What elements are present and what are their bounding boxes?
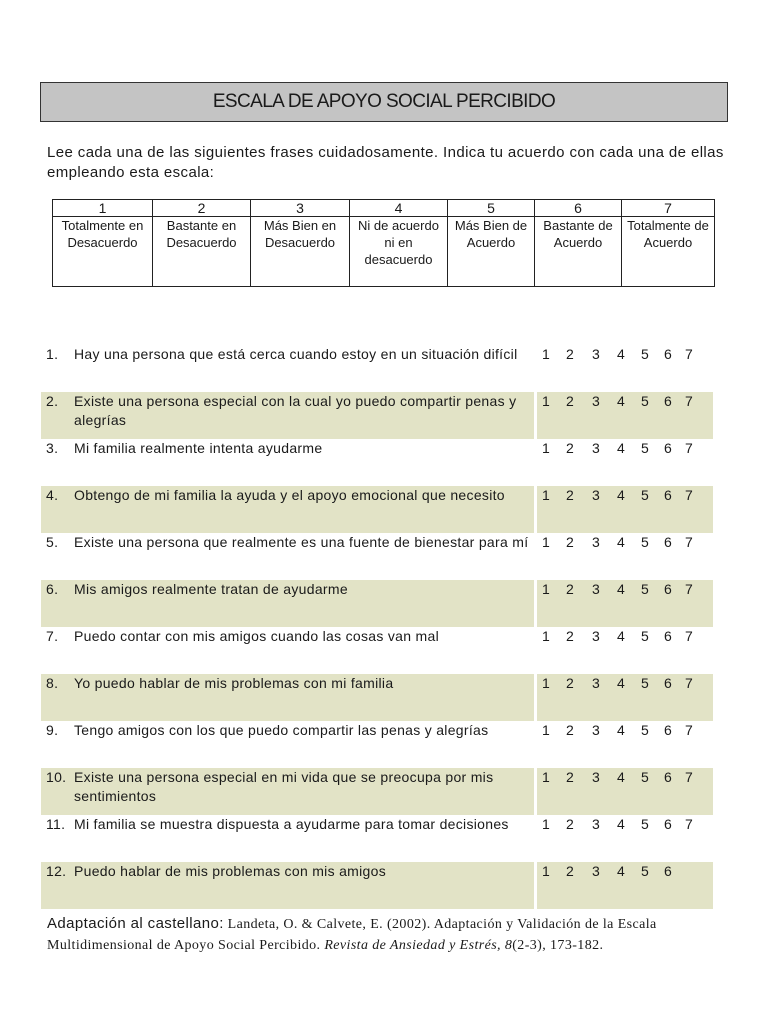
scale-label: Ni de acuerdo ni en desacuerdo [350,217,448,287]
choice-option[interactable]: 4 [617,863,626,879]
item-row [41,815,713,862]
choice-option[interactable]: 6 [664,816,673,832]
choice-option[interactable]: 7 [685,440,694,456]
item-choices [542,862,712,881]
choice-option[interactable]: 7 [685,346,694,362]
citation-volume: , 8 [497,938,513,953]
choice-option[interactable]: 3 [592,722,601,738]
choice-option[interactable]: 5 [641,722,650,738]
item-row [41,533,713,580]
choice-option[interactable]: 1 [542,675,551,691]
item-number: 2. [46,393,59,409]
scale-number: 4 [350,200,448,217]
item-text: Hay una persona que está cerca cuando estoy en un situación difícil [74,346,518,362]
scale-number: 7 [622,200,715,217]
item-choices [542,533,712,552]
choice-option[interactable]: 2 [566,863,575,879]
choice-option[interactable]: 5 [641,769,650,785]
choice-option[interactable]: 5 [641,393,650,409]
choice-option[interactable]: 2 [566,816,575,832]
choice-option[interactable]: 2 [566,722,575,738]
item-text: Mi familia realmente intenta ayudarme [74,440,323,456]
choice-option[interactable]: 7 [685,722,694,738]
choice-option[interactable]: 7 [685,534,694,550]
item-number: 9. [46,722,59,738]
item-row [41,439,713,486]
item-text: Existe una persona especial con la cual yo puedo compartir penas y alegrías [74,393,517,428]
choice-option[interactable]: 3 [592,816,601,832]
item-text: Yo puedo hablar de mis problemas con mi familia [74,675,394,691]
scale-number-row [53,200,715,217]
choice-option[interactable]: 4 [617,487,626,503]
page-title: ESCALA DE APOYO SOCIAL PERCIBIDO [40,82,728,122]
item-row [41,627,713,674]
item-choices [542,721,712,740]
choice-option[interactable]: 2 [566,440,575,456]
item-number: 1. [46,346,59,362]
choice-option[interactable]: 1 [542,393,551,409]
choice-option[interactable]: 5 [641,487,650,503]
choice-option[interactable]: 3 [592,534,601,550]
citation-journal: Revista de Ansiedad y Estrés [324,938,498,953]
choice-option[interactable]: 6 [664,675,673,691]
choice-option[interactable]: 7 [685,816,694,832]
choice-option[interactable]: 3 [592,769,601,785]
item-choices [542,627,712,646]
item-list [41,345,713,909]
choice-option[interactable]: 2 [566,628,575,644]
citation [47,913,727,956]
choice-option[interactable]: 3 [592,581,601,597]
scale-label-row [53,217,715,287]
choice-option[interactable]: 3 [592,863,601,879]
item-row [41,580,713,627]
choice-option[interactable]: 7 [685,581,694,597]
choice-option[interactable]: 1 [542,628,551,644]
choice-option[interactable]: 1 [542,722,551,738]
choice-option[interactable]: 2 [566,769,575,785]
choice-option[interactable]: 7 [685,393,694,409]
choice-option[interactable]: 2 [566,581,575,597]
item-number: 12. [46,863,67,879]
choice-option[interactable]: 7 [685,769,694,785]
item-choices [542,674,712,693]
item-number: 4. [46,487,59,503]
choice-option[interactable]: 5 [641,534,650,550]
item-row [41,486,713,533]
choice-option[interactable]: 2 [566,675,575,691]
item-row [41,768,713,815]
choice-option[interactable]: 4 [617,675,626,691]
item-text: Puedo contar con mis amigos cuando las cosas van mal [74,628,440,644]
choice-option[interactable]: 1 [542,346,551,362]
item-number: 8. [46,675,59,691]
choice-option[interactable]: 4 [617,393,626,409]
choice-option[interactable]: 4 [617,534,626,550]
scale-label: Más Bien en Desacuerdo [251,217,350,287]
scale-number: 3 [251,200,350,217]
item-number: 10. [46,769,67,785]
item-row [41,862,713,909]
choice-option[interactable]: 2 [566,393,575,409]
item-text: Mi familia se muestra dispuesta a ayudarme para tomar decisiones [74,816,509,832]
item-text: Mis amigos realmente tratan de ayudarme [74,581,348,597]
choice-option[interactable]: 6 [664,487,673,503]
item-row [41,345,713,392]
scale-legend-table [52,199,715,287]
scale-number: 2 [153,200,251,217]
item-row [41,721,713,768]
choice-option[interactable]: 3 [592,675,601,691]
choice-option[interactable]: 6 [664,863,673,879]
choice-option[interactable]: 6 [664,440,673,456]
item-text: Puedo hablar de mis problemas con mis amigos [74,863,387,879]
choice-option[interactable]: 6 [664,346,673,362]
choice-option[interactable]: 3 [592,440,601,456]
choice-option[interactable]: 7 [685,628,694,644]
citation-authors: Landeta, O. & Calvete, E. (2002). Adaptación y Validación de la Escala Multidimensional de Apoyo Social Percibido. [47,917,657,953]
choice-option[interactable]: 5 [641,581,650,597]
scale-label: Totalmente en Desacuerdo [53,217,153,287]
choice-option[interactable]: 1 [542,440,551,456]
choice-option[interactable]: 3 [592,628,601,644]
choice-option[interactable]: 5 [641,863,650,879]
choice-option[interactable]: 6 [664,769,673,785]
item-choices [542,580,712,599]
scale-number: 1 [53,200,153,217]
choice-option[interactable]: 4 [617,581,626,597]
item-row [41,392,713,439]
item-number: 6. [46,581,59,597]
item-choices [542,345,712,364]
choice-option[interactable]: 4 [617,769,626,785]
item-row [41,674,713,721]
choice-option[interactable]: 4 [617,628,626,644]
item-choices [542,439,712,458]
item-text: Tengo amigos con los que puedo compartir las penas y alegrías [74,722,489,738]
choice-option[interactable]: 5 [641,346,650,362]
scale-label: Bastante en Desacuerdo [153,217,251,287]
choice-option[interactable]: 1 [542,863,551,879]
item-choices [542,815,712,834]
item-number: 3. [46,440,59,456]
item-number: 5. [46,534,59,550]
choice-option[interactable]: 6 [664,534,673,550]
item-text: Existe una persona especial en mi vida que se preocupa por mis sentimientos [74,769,494,804]
choice-option[interactable]: 4 [617,816,626,832]
citation-lead: Adaptación al castellano: [47,915,224,932]
choice-option[interactable]: 3 [592,487,601,503]
item-text: Obtengo de mi familia la ayuda y el apoyo emocional que necesito [74,487,505,503]
choice-option[interactable]: 3 [592,346,601,362]
scale-number: 6 [535,200,622,217]
item-choices [542,392,712,411]
choice-option[interactable]: 1 [542,581,551,597]
item-choices [542,768,712,787]
choice-option[interactable]: 2 [566,534,575,550]
choice-option[interactable]: 5 [641,440,650,456]
scale-label: Más Bien de Acuerdo [448,217,535,287]
choice-option[interactable]: 5 [641,675,650,691]
item-choices [542,486,712,505]
choice-option[interactable]: 4 [617,722,626,738]
choice-option[interactable]: 1 [542,816,551,832]
choice-option[interactable]: 6 [664,393,673,409]
choice-option[interactable]: 5 [641,816,650,832]
item-number: 7. [46,628,59,644]
choice-option[interactable]: 7 [685,675,694,691]
choice-option[interactable]: 2 [566,346,575,362]
choice-option[interactable]: 6 [664,722,673,738]
choice-option[interactable]: 5 [641,628,650,644]
scale-number: 5 [448,200,535,217]
item-number: 11. [46,816,66,832]
choice-option[interactable]: 4 [617,346,626,362]
instructions-text: Lee cada una de las siguientes frases cuidadosamente. Indica tu acuerdo con cada una de ellas empleando esta escala: [47,144,724,181]
choice-option[interactable]: 1 [542,769,551,785]
choice-option[interactable]: 4 [617,440,626,456]
item-text: Existe una persona que realmente es una fuente de bienestar para mí [74,534,529,550]
choice-option[interactable]: 6 [664,628,673,644]
citation-pages: (2-3), 173-182. [512,938,604,953]
choice-option[interactable]: 7 [685,487,694,503]
choice-option[interactable]: 1 [542,534,551,550]
scale-label: Bastante de Acuerdo [535,217,622,287]
choice-option[interactable]: 2 [566,487,575,503]
scale-label: Totalmente de Acuerdo [622,217,715,287]
choice-option[interactable]: 1 [542,487,551,503]
choice-option[interactable]: 3 [592,393,601,409]
choice-option[interactable]: 6 [664,581,673,597]
